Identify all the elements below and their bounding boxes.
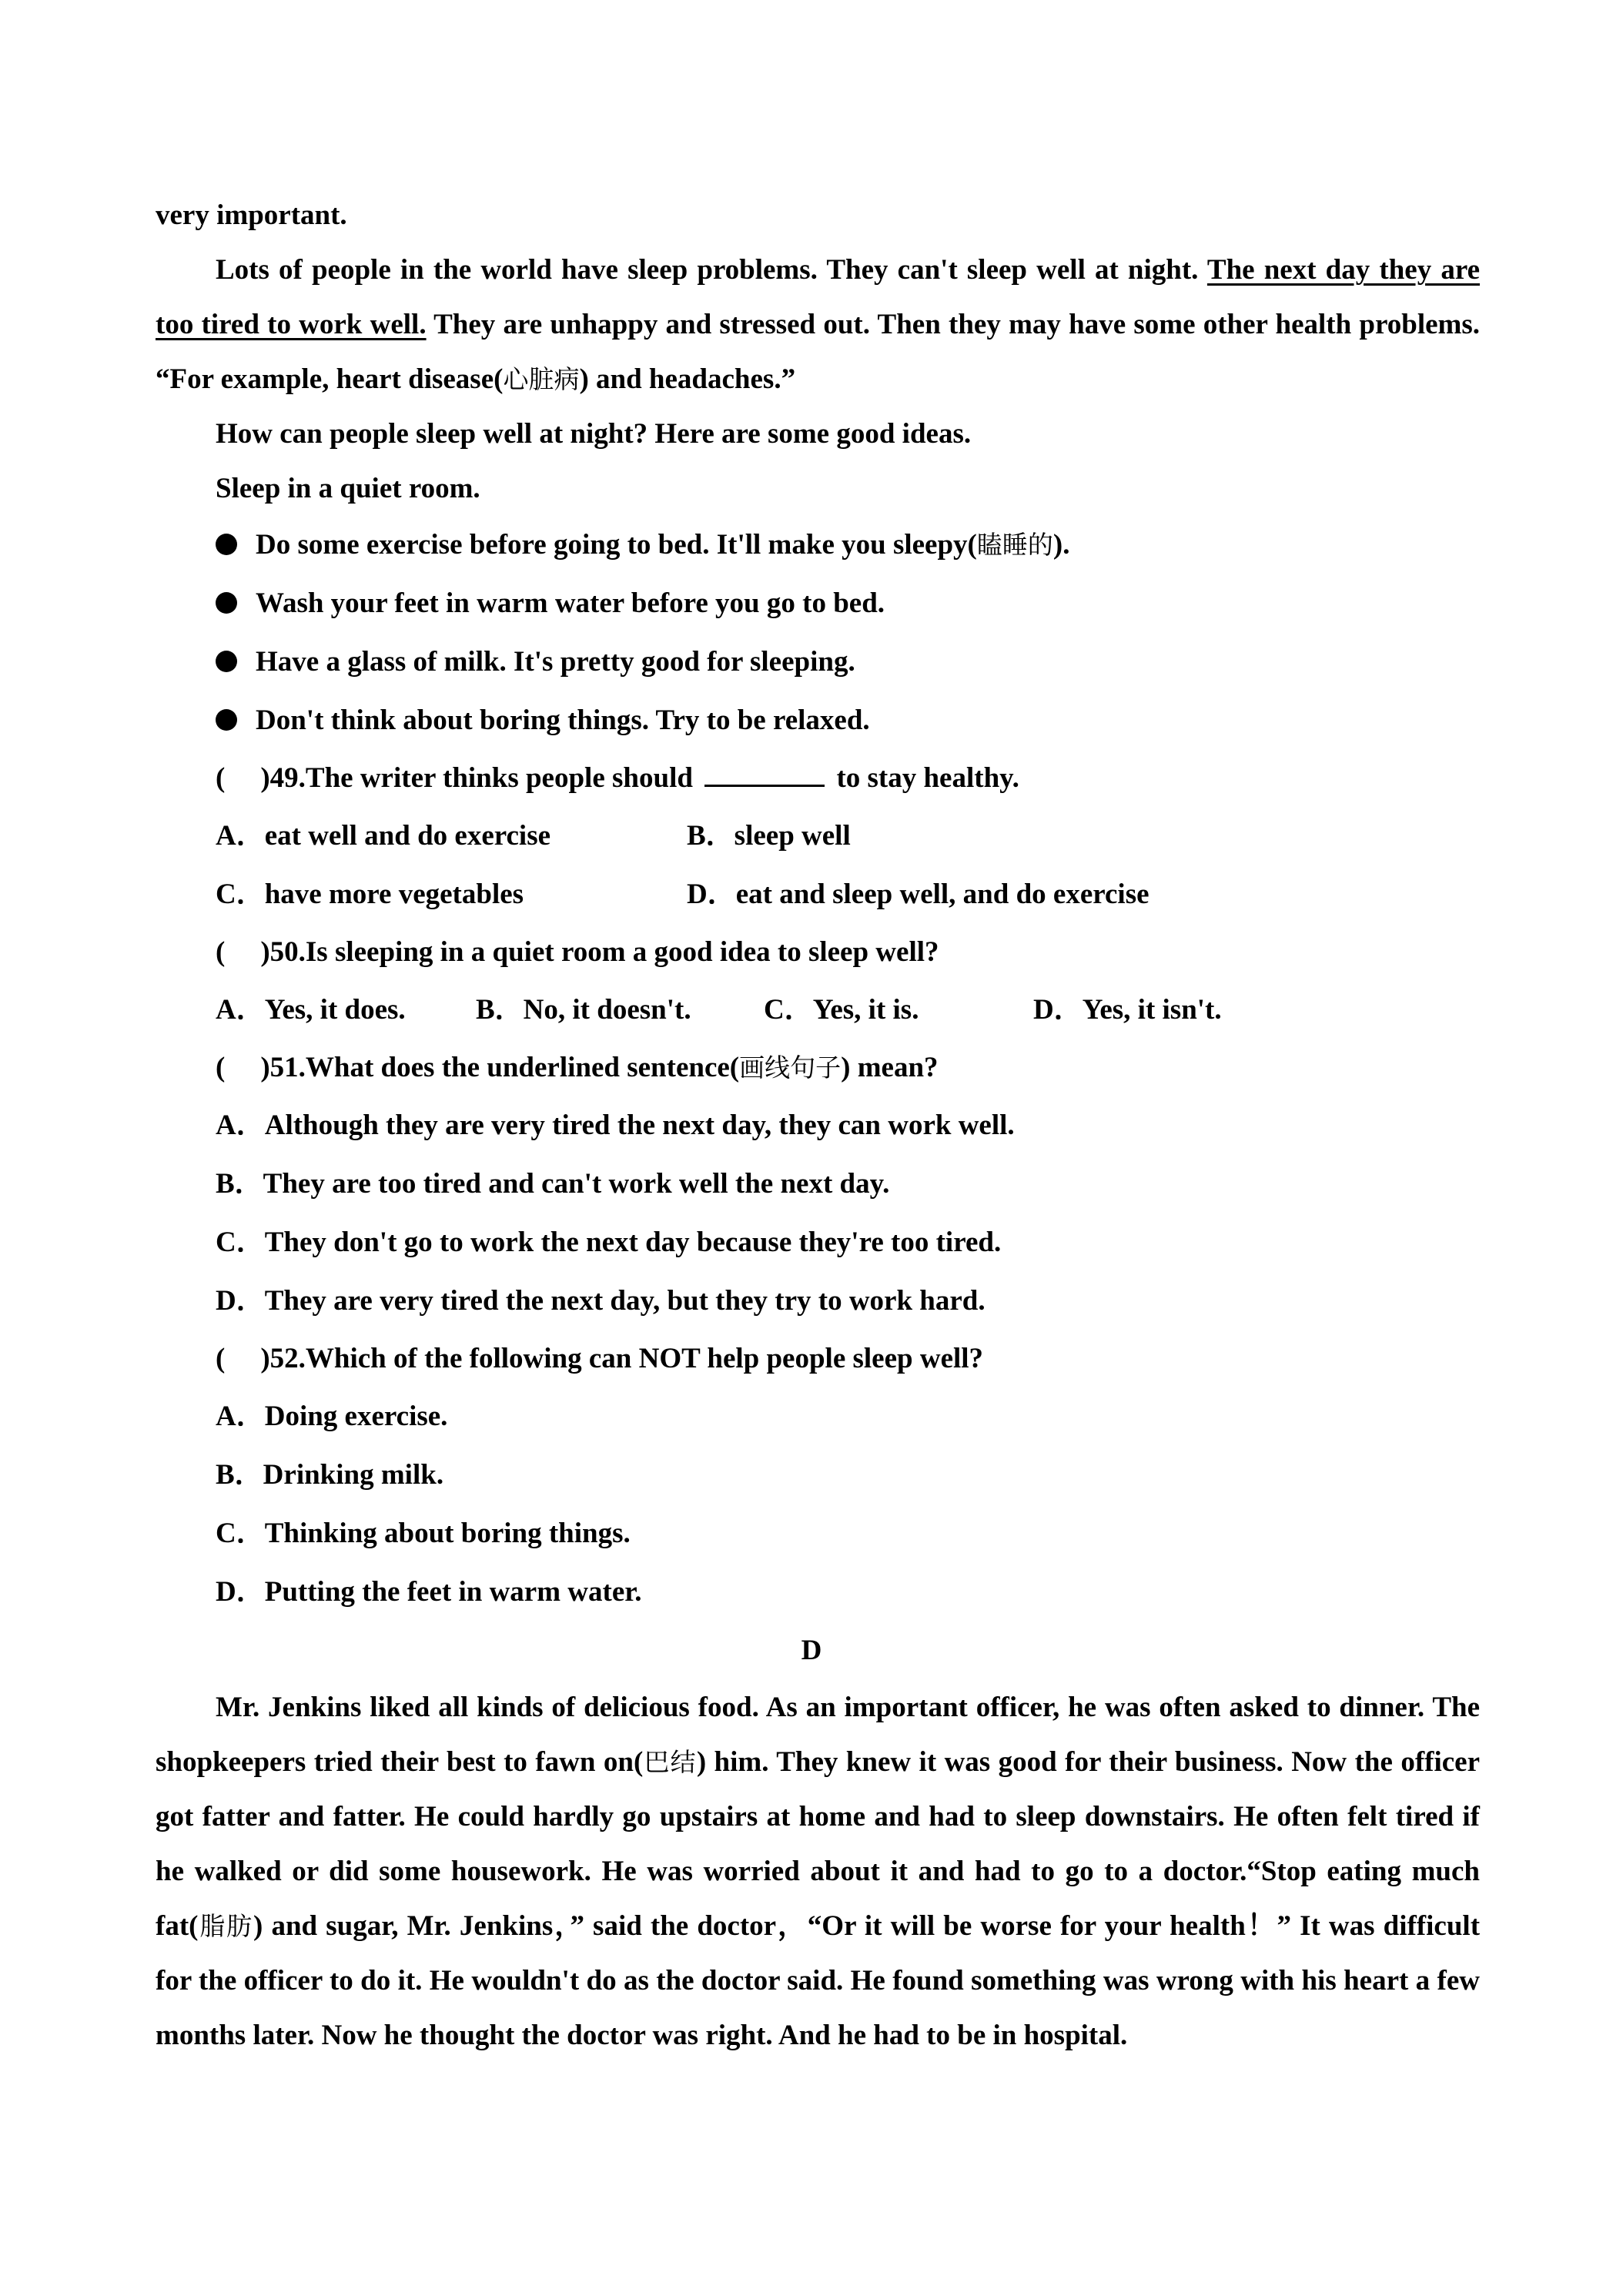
question-52: ( )52.Which of the following can NOT help people sleep well? (216, 1343, 984, 1374)
bullet-dot-icon (216, 592, 237, 614)
option-b: B．Drinking milk. (216, 1459, 444, 1491)
fill-in-blank[interactable] (704, 761, 825, 787)
bullet-dot-icon (216, 651, 237, 672)
question-49-options-row-1 (156, 807, 1480, 865)
passage-c-paragraph-2: How can people sleep well at night? Here are some good ideas. (216, 418, 972, 450)
option-a: A．eat well and do exercise (216, 820, 551, 852)
passage-c-continuation: very important. (156, 199, 347, 231)
question-49: ( )49.The writer thinks people should to stay healthy. (216, 762, 1019, 794)
option-c: C．Yes, it is. (764, 994, 919, 1026)
question-50-options (156, 981, 1480, 1039)
para1-text-after-a: They are unhappy and stressed out. Then they may have some other health problems. “For example, heart disease( (156, 309, 1480, 395)
question-49-options-row-2 (156, 865, 1480, 924)
option-d: D．Putting the feet in warm water. (216, 1576, 642, 1608)
option-c: C．have more vegetables (216, 879, 524, 910)
passage-c-paragraph-3: Sleep in a quiet room. (216, 473, 480, 504)
option-d: D．They are very tired the next day, but they try to work hard. (216, 1285, 986, 1317)
option-c: C．Thinking about boring things. (216, 1518, 631, 1549)
question-50: ( )50.Is sleeping in a quiet room a good idea to sleep well? (216, 936, 939, 968)
passage-d-paragraph: Mr. Jenkins liked all kinds of delicious food. As an important officer, he was often asked to dinner. The shopkeepers tried their best to fawn on(巴结) him. They knew it was good for their business. Now the officer got fatter and fatter. He could hardly go upstairs at home and had to sleep downstairs. He often felt tired if he walked or did some housework. He was worried about it and had to go to a doctor.“Stop eating much fat(脂肪) and sugar, Mr. Jenkins，” said the doctor，“Or it will be worse for your health！” It was difficult for the officer to do it. He wouldn't do as the doctor said. He found something was wrong with his heart a few months later. Now he thought the doctor was right. And he had to be in hospital. (156, 1692, 1481, 2051)
option-b: B．sleep well (687, 820, 851, 852)
bullet-item: Do some exercise before going to bed. It'll make you sleepy(瞌睡的). (156, 516, 1480, 574)
passage-c-paragraph-1 (156, 243, 1480, 407)
para1-chinese-gloss: 心脏病 (503, 364, 580, 394)
option-d: D．eat and sleep well, and do exercise (687, 879, 1149, 910)
bullet-item: Wash your feet in warm water before you go to bed. (156, 574, 1480, 633)
option-a: A．Although they are very tired the next day, they can work well. (216, 1110, 1015, 1141)
para1-text-after-b: ) and headaches.” (579, 363, 796, 395)
option-d: D．Yes, it isn't. (1033, 994, 1222, 1026)
option-a: A．Doing exercise. (216, 1401, 448, 1432)
question-51: ( )51.What does the underlined sentence(画线句子) mean? (216, 1052, 939, 1083)
option-a: A．Yes, it does. (216, 994, 406, 1026)
bullet-dot-icon (216, 709, 237, 731)
option-b: B．No, it doesn't. (476, 994, 691, 1026)
bullet-dot-icon (216, 534, 237, 555)
section-title-d: D (801, 1635, 822, 1666)
option-c: C．They don't go to work the next day because they're too tired. (216, 1227, 1002, 1258)
option-b: B．They are too tired and can't work well the next day. (216, 1168, 890, 1200)
para1-text-before: Lots of people in the world have sleep problems. They can't sleep well at night. (216, 254, 1207, 286)
bullet-item: Don't think about boring things. Try to be relaxed. (156, 691, 1480, 750)
underlined-sentence: The next day they are too tired to work well. (156, 254, 1481, 340)
bullet-item: Have a glass of milk. It's pretty good for sleeping. (156, 633, 1480, 691)
